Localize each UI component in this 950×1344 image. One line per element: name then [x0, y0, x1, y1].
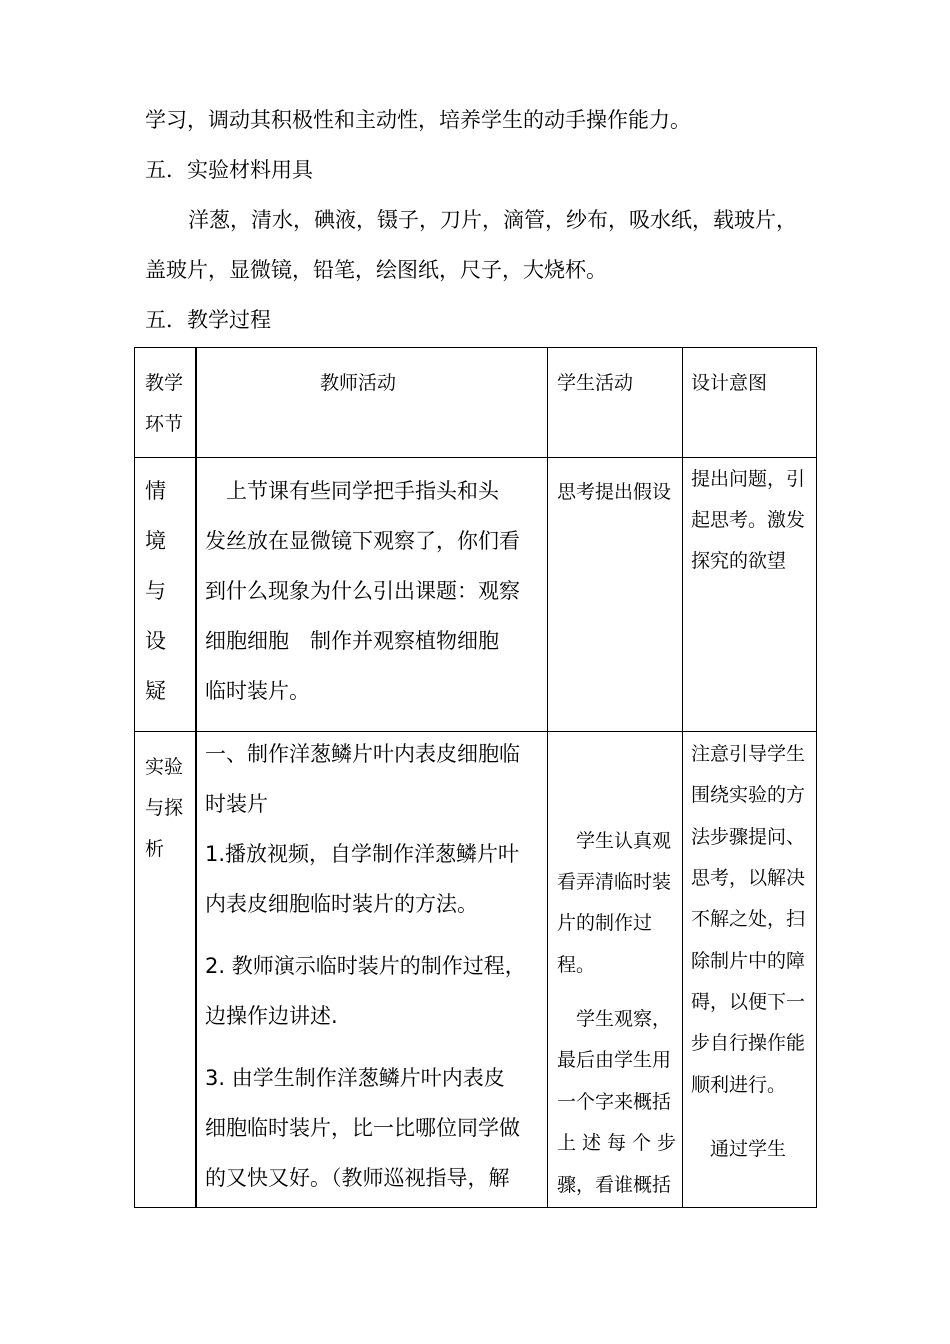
row1-intent-line: 探究的欲望 — [691, 550, 787, 572]
row2-student-line: 上述每个步 — [557, 1132, 683, 1154]
header-stage-line-1: 教学 — [145, 372, 184, 394]
row2-intent-line: 除制片中的障 — [691, 950, 806, 972]
row1-teacher-line: 发丝放在显微镜下观察了，你们看 — [205, 529, 520, 553]
row2-student-line: 看弄清临时装 — [557, 871, 672, 893]
materials-line-2: 盖玻片，显微镜，铅笔，绘图纸，尺子，大烧杯。 — [145, 258, 607, 282]
row2-intent-line: 注意引导学生 — [691, 743, 806, 765]
row1-stage-char: 与 — [145, 579, 166, 603]
row1-teacher-line: 到什么现象为什么引出课题：观察 — [205, 579, 520, 603]
row2-teacher-line: 细胞临时装片，比一比哪位同学做 — [205, 1116, 520, 1140]
table-divider-stage — [195, 347, 197, 1208]
table-header-divider — [134, 457, 817, 458]
row2-intent-line: 法步骤提问、 — [691, 826, 806, 848]
row2-intent-line: 碍，以便下一 — [691, 991, 806, 1013]
row2-teacher-line: 边操作边讲述. — [205, 1004, 338, 1028]
row2-teacher-line: 内表皮细胞临时装片的方法。 — [205, 892, 478, 916]
row2-stage-line: 实验 — [145, 756, 184, 778]
row2-intent-line: 思考，以解决 — [691, 867, 806, 889]
process-heading: 五．教学过程 — [145, 308, 271, 332]
row2-student-line: 程。 — [557, 954, 596, 976]
row1-student-text: 思考提出假设 — [557, 481, 672, 503]
row1-stage-char: 疑 — [145, 679, 166, 703]
row2-intent-line: 顺利进行。 — [691, 1074, 787, 1096]
row2-intent-line: 步自行操作能 — [691, 1032, 806, 1054]
row1-intent-line: 起思考。激发 — [691, 509, 806, 531]
header-stage-line-2: 环节 — [145, 413, 184, 435]
row2-teacher-line: 3. 由学生制作洋葱鳞片叶内表皮 — [205, 1066, 505, 1090]
row2-stage-line: 析 — [145, 838, 165, 860]
materials-heading: 五．实验材料用具 — [145, 158, 313, 182]
table-border-left — [134, 347, 135, 1208]
row1-intent-line: 提出问题，引 — [691, 468, 806, 490]
intro-line-1: 学习，调动其积极性和主动性，培养学生的动手操作能力。 — [145, 108, 691, 132]
row2-teacher-line: 1.播放视频，自学制作洋葱鳞片叶 — [205, 842, 520, 866]
row1-stage-char: 情 — [145, 479, 166, 503]
row2-teacher-line: 时装片 — [205, 792, 268, 816]
row1-teacher-line: 上节课有些同学把手指头和头 — [205, 479, 499, 503]
row1-teacher-line: 细胞细胞 制作并观察植物细胞 — [205, 629, 499, 653]
row2-intent-line: 不解之处，扫 — [691, 908, 806, 930]
row2-student-line: 骤，看谁概括 — [557, 1174, 672, 1196]
row1-stage-char: 境 — [145, 529, 166, 553]
row2-stage-line: 与探 — [145, 797, 184, 819]
row2-teacher-line: 的又快又好。（教师巡视指导，解 — [205, 1166, 510, 1190]
row2-student-line: 学生认真观 — [557, 830, 672, 852]
table-border-right — [816, 347, 817, 1208]
row1-teacher-line: 临时装片。 — [205, 679, 310, 703]
row2-intent-line: 通过学生 — [691, 1138, 787, 1160]
table-border-bottom — [134, 1207, 817, 1208]
row2-teacher-line: 2. 教师演示临时装片的制作过程， — [205, 954, 526, 978]
header-teacher-label: 教师活动 — [320, 372, 397, 394]
header-student-label: 学生活动 — [557, 372, 634, 394]
table-border-top — [134, 347, 817, 348]
row2-student-line: 最后由学生用 — [557, 1049, 672, 1071]
table-divider-teacher — [547, 347, 548, 1208]
row2-student-line: 片的制作过 — [557, 912, 653, 934]
header-intent-label: 设计意图 — [691, 372, 768, 394]
materials-line-1: 洋葱，清水，碘液，镊子，刀片，滴管，纱布，吸水纸，载玻片， — [188, 208, 797, 232]
row2-teacher-line: 一、制作洋葱鳞片叶内表皮细胞临 — [205, 742, 520, 766]
row1-stage-char: 设 — [145, 629, 166, 653]
row2-intent-line: 围绕实验的方 — [691, 784, 806, 806]
row2-student-line: 一个字来概括 — [557, 1091, 672, 1113]
table-divider-student — [682, 347, 683, 1208]
table-row-divider — [134, 731, 817, 732]
row2-student-line: 学生观察， — [557, 1008, 672, 1030]
